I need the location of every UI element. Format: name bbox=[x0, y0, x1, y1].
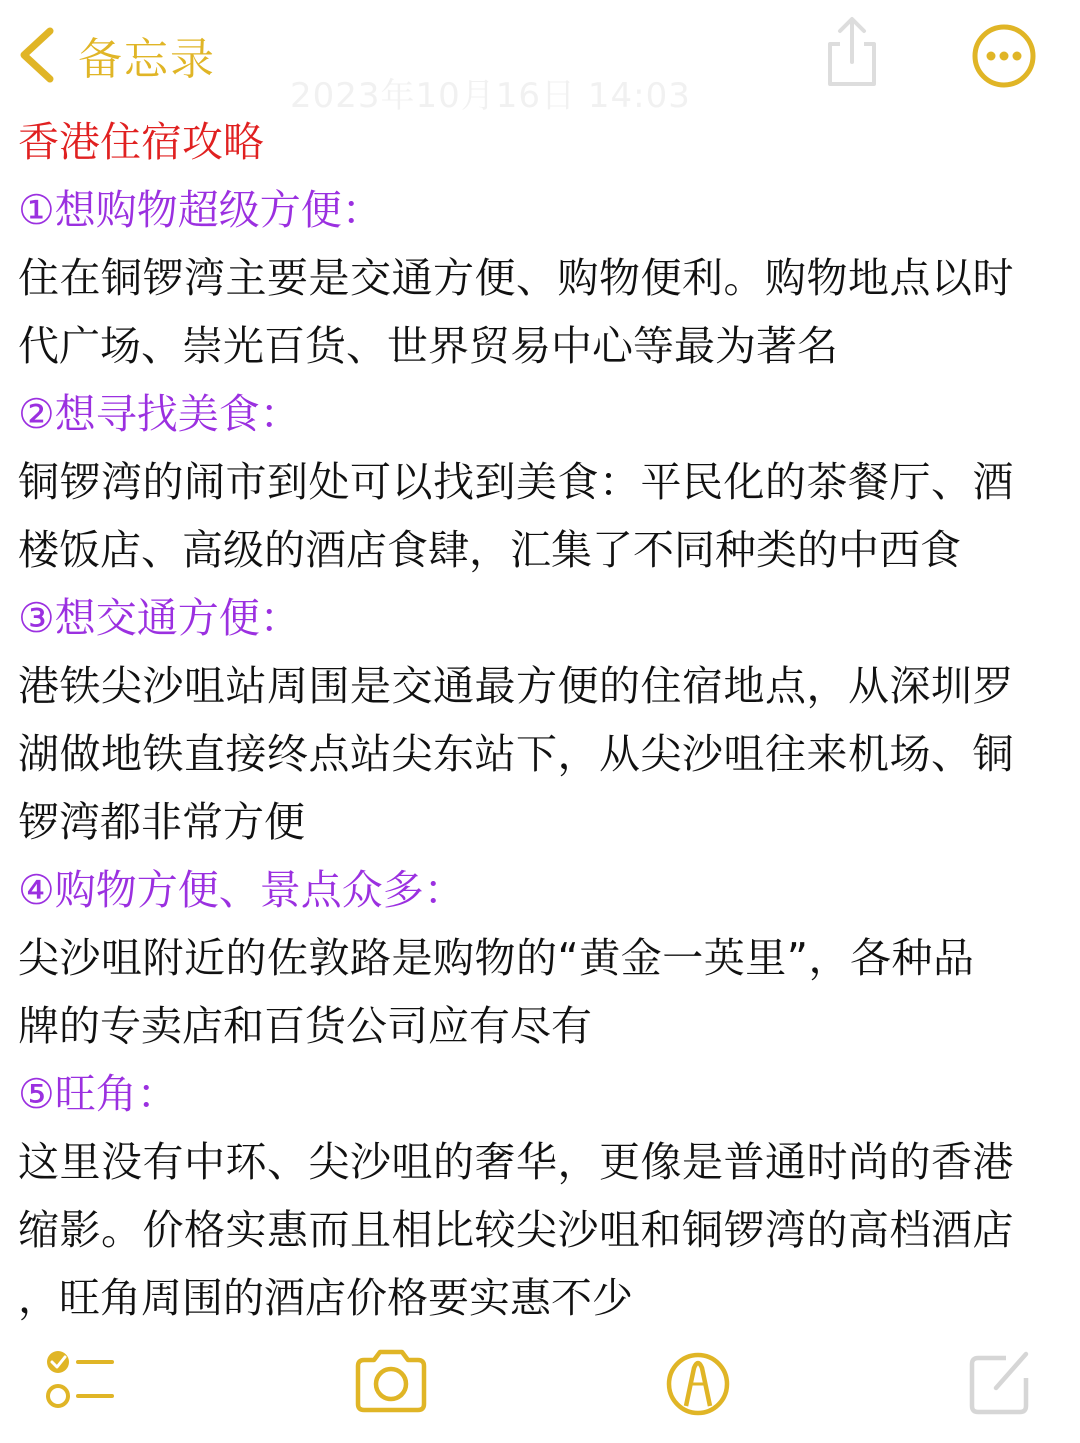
section-heading: ⑤旺角： bbox=[18, 1070, 178, 1118]
note-timestamp: 2023年10月16日 14:03 bbox=[290, 76, 691, 116]
camera-icon bbox=[352, 1340, 430, 1420]
section-heading: ②想寻找美食： bbox=[18, 390, 301, 438]
paragraph-line: 牌的专卖店和百货公司应有尽有 bbox=[18, 1002, 592, 1050]
checklist-icon bbox=[42, 1340, 118, 1420]
camera-button[interactable] bbox=[352, 1340, 430, 1420]
chevron-left-icon bbox=[14, 25, 58, 85]
share-button[interactable] bbox=[820, 14, 884, 90]
paragraph-line: 尖沙咀附近的佐敦路是购物的“黄金一英里”，各种品 bbox=[18, 934, 975, 982]
markup-button[interactable] bbox=[664, 1340, 732, 1420]
paragraph-line: ，旺角周围的酒店价格要实惠不少 bbox=[18, 1274, 633, 1322]
section-heading: ①想购物超级方便： bbox=[18, 186, 383, 234]
share-icon bbox=[820, 14, 884, 90]
paragraph-line: 住在铜锣湾主要是交通方便、购物便利。购物地点以时 bbox=[18, 254, 1014, 302]
paragraph-line: 这里没有中环、尖沙咀的奢华，更像是普通时尚的香港 bbox=[18, 1138, 1014, 1186]
compose-icon bbox=[966, 1340, 1034, 1420]
more-button[interactable] bbox=[970, 22, 1038, 90]
markup-icon bbox=[664, 1340, 732, 1420]
navigation-bar bbox=[0, 0, 1080, 116]
section-heading: ③想交通方便： bbox=[18, 594, 301, 642]
paragraph-line: 锣湾都非常方便 bbox=[18, 798, 305, 846]
more-icon bbox=[970, 22, 1038, 90]
back-button[interactable] bbox=[14, 20, 216, 90]
compose-button[interactable] bbox=[966, 1340, 1034, 1420]
paragraph-line: 港铁尖沙咀站周围是交通最方便的住宿地点，从深圳罗 bbox=[18, 662, 1014, 710]
back-label: 备忘录 bbox=[78, 34, 216, 85]
bottom-toolbar bbox=[0, 1330, 1080, 1443]
paragraph-line: 代广场、崇光百货、世界贸易中心等最为著名 bbox=[18, 322, 838, 370]
paragraph-line: 楼饭店、高级的酒店食肆，汇集了不同种类的中西食 bbox=[18, 526, 961, 574]
paragraph-line: 铜锣湾的闹市到处可以找到美食：平民化的茶餐厅、酒 bbox=[18, 458, 1014, 506]
checklist-button[interactable] bbox=[42, 1340, 118, 1420]
paragraph-line: 湖做地铁直接终点站尖东站下，从尖沙咀往来机场、铜 bbox=[18, 730, 1014, 778]
section-heading: ④购物方便、景点众多： bbox=[18, 866, 465, 914]
note-title: 香港住宿攻略 bbox=[18, 118, 264, 166]
note-body[interactable] bbox=[18, 108, 1064, 1332]
paragraph-line: 缩影。价格实惠而且相比较尖沙咀和铜锣湾的高档酒店 bbox=[18, 1206, 1014, 1254]
